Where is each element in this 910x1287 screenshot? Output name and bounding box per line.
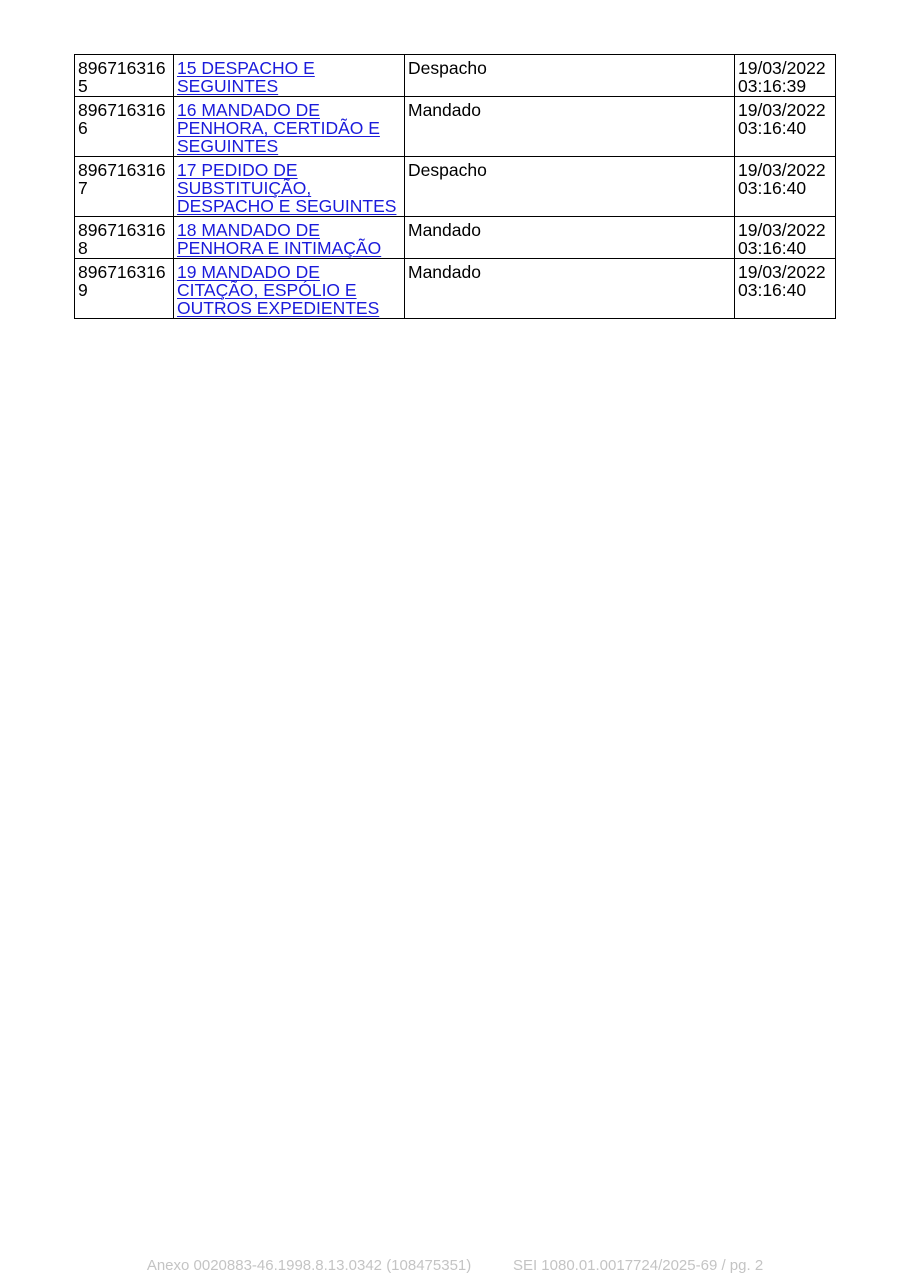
document-link[interactable]: 18 MANDADO DE PENHORA E INTIMAÇÃO (177, 220, 382, 258)
document-link[interactable]: 19 MANDADO DE CITAÇÃO, ESPÓLIO E OUTROS EXPEDIENTES (177, 262, 380, 318)
document-type: Mandado (405, 97, 735, 157)
document-type: Mandado (405, 217, 735, 259)
document-link[interactable]: 16 MANDADO DE PENHORA, CERTIDÃO E SEGUINTES (177, 100, 380, 156)
table-row (75, 97, 836, 157)
document-date: 19/03/2022 (738, 220, 826, 240)
document-type: Despacho (405, 55, 735, 97)
document-date: 19/03/2022 (738, 58, 826, 78)
document-time: 03:16:40 (738, 238, 807, 258)
table-row (75, 157, 836, 217)
document-datetime (735, 55, 836, 97)
document-cell (174, 157, 405, 217)
table-row (75, 55, 836, 97)
document-cell (174, 259, 405, 319)
document-id: 8967163167 (75, 157, 174, 217)
document-link[interactable]: 17 PEDIDO DE SUBSTITUIÇÃO, DESPACHO E SEGUINTES (177, 160, 397, 216)
document-datetime (735, 217, 836, 259)
document-time: 03:16:40 (738, 118, 807, 138)
table-row (75, 259, 836, 319)
document-date: 19/03/2022 (738, 100, 826, 120)
footer-annex: Anexo 0020883-46.1998.8.13.0342 (108475351) (146, 1257, 472, 1274)
document-id: 8967163168 (75, 217, 174, 259)
document-cell (174, 97, 405, 157)
table-row (75, 217, 836, 259)
document-datetime (735, 157, 836, 217)
document-type: Despacho (405, 157, 735, 217)
document-time: 03:16:39 (738, 76, 807, 96)
page-footer (0, 1257, 910, 1274)
document-date: 19/03/2022 (738, 160, 826, 180)
document-time: 03:16:40 (738, 280, 807, 300)
document-time: 03:16:40 (738, 178, 807, 198)
document-cell (174, 217, 405, 259)
document-date: 19/03/2022 (738, 262, 826, 282)
document-id: 8967163166 (75, 97, 174, 157)
footer-sei: SEI 1080.01.0017724/2025-69 / pg. 2 (512, 1257, 764, 1274)
documents-table (74, 54, 836, 319)
document-type: Mandado (405, 259, 735, 319)
document-datetime (735, 97, 836, 157)
document-id: 8967163165 (75, 55, 174, 97)
document-id: 8967163169 (75, 259, 174, 319)
document-datetime (735, 259, 836, 319)
document-link[interactable]: 15 DESPACHO E SEGUINTES (177, 58, 315, 96)
document-cell (174, 55, 405, 97)
